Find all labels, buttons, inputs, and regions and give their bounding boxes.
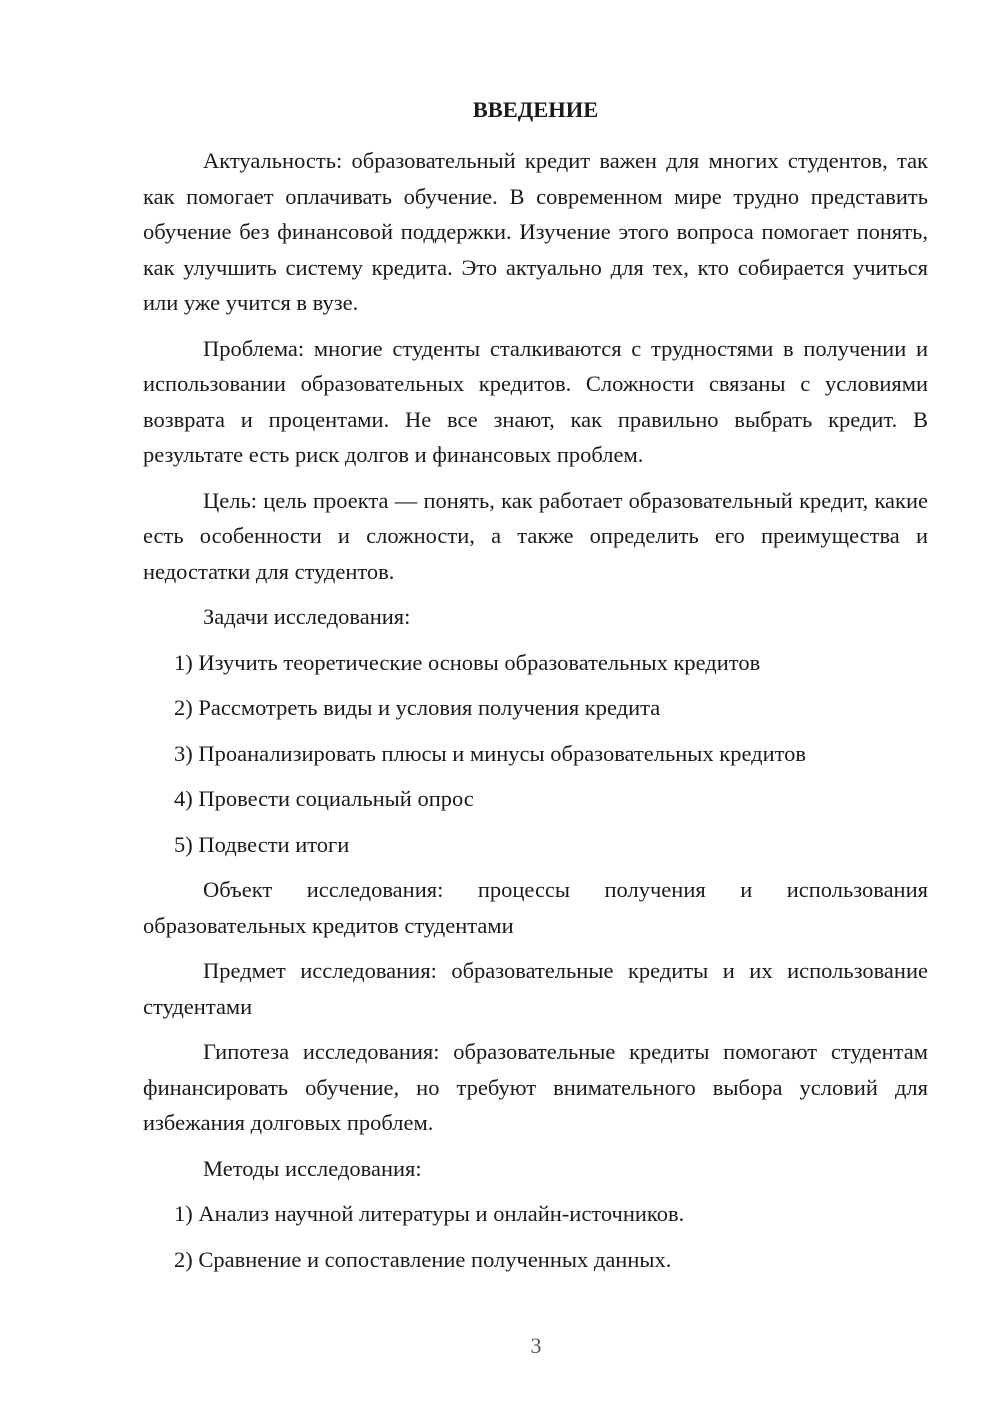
- task-item-5: 5) Подвести итоги: [174, 831, 350, 857]
- hypothesis-paragraph: Гипотеза исследования: образовательные кредиты помогают студентам финансировать обучение, но требуют внимательного выбора условий для избежания долговых проблем.: [143, 1039, 928, 1135]
- page-title: ВВЕДЕНИЕ: [472, 97, 599, 122]
- relevance-paragraph: Актуальность: образовательный кредит важен для многих студентов, так как помогает оплачивать обучение. В современном мире трудно представить обучение без финансовой поддержки. Изучение этого вопроса помогает понять, как улучшить систему кредита. Это актуально для тех, кто собирается учиться или уже учится в вузе.: [143, 148, 928, 315]
- goal-paragraph: Цель: цель проекта — понять, как работает образовательный кредит, какие есть особенности и сложности, а также определить его преимущества и недостатки для студентов.: [143, 487, 928, 584]
- method-item-2: 2) Сравнение и сопоставление полученных данных.: [174, 1246, 672, 1272]
- document-page: [143, 95, 928, 1287]
- tasks-heading: Задачи исследования:: [203, 604, 411, 629]
- object-paragraph: Объект исследования: процессы получения и использования образовательных кредитов студентами: [143, 877, 928, 938]
- subject-paragraph: Предмет исследования: образовательные кредиты и их использование студентами: [143, 958, 928, 1019]
- task-item-4: 4) Провести социальный опрос: [174, 786, 474, 811]
- problem-paragraph: Проблема: многие студенты сталкиваются с трудностями в получении и использовании образовательных кредитов. Сложности связаны с условиями возврата и процентами. Не все знают, как правильно выбрать кредит. В результате есть риск долгов и финансовых проблем.: [143, 335, 928, 467]
- task-item-3: 3) Проанализировать плюсы и минусы образовательных кредитов: [174, 740, 807, 766]
- methods-heading: Методы исследования:: [203, 1155, 422, 1181]
- method-item-1: 1) Анализ научной литературы и онлайн-источников.: [174, 1201, 685, 1226]
- page-number: 3: [530, 1333, 542, 1358]
- task-item-1: 1) Изучить теоретические основы образовательных кредитов: [174, 649, 761, 675]
- task-item-2: 2) Рассмотреть виды и условия получения кредита: [174, 695, 661, 720]
